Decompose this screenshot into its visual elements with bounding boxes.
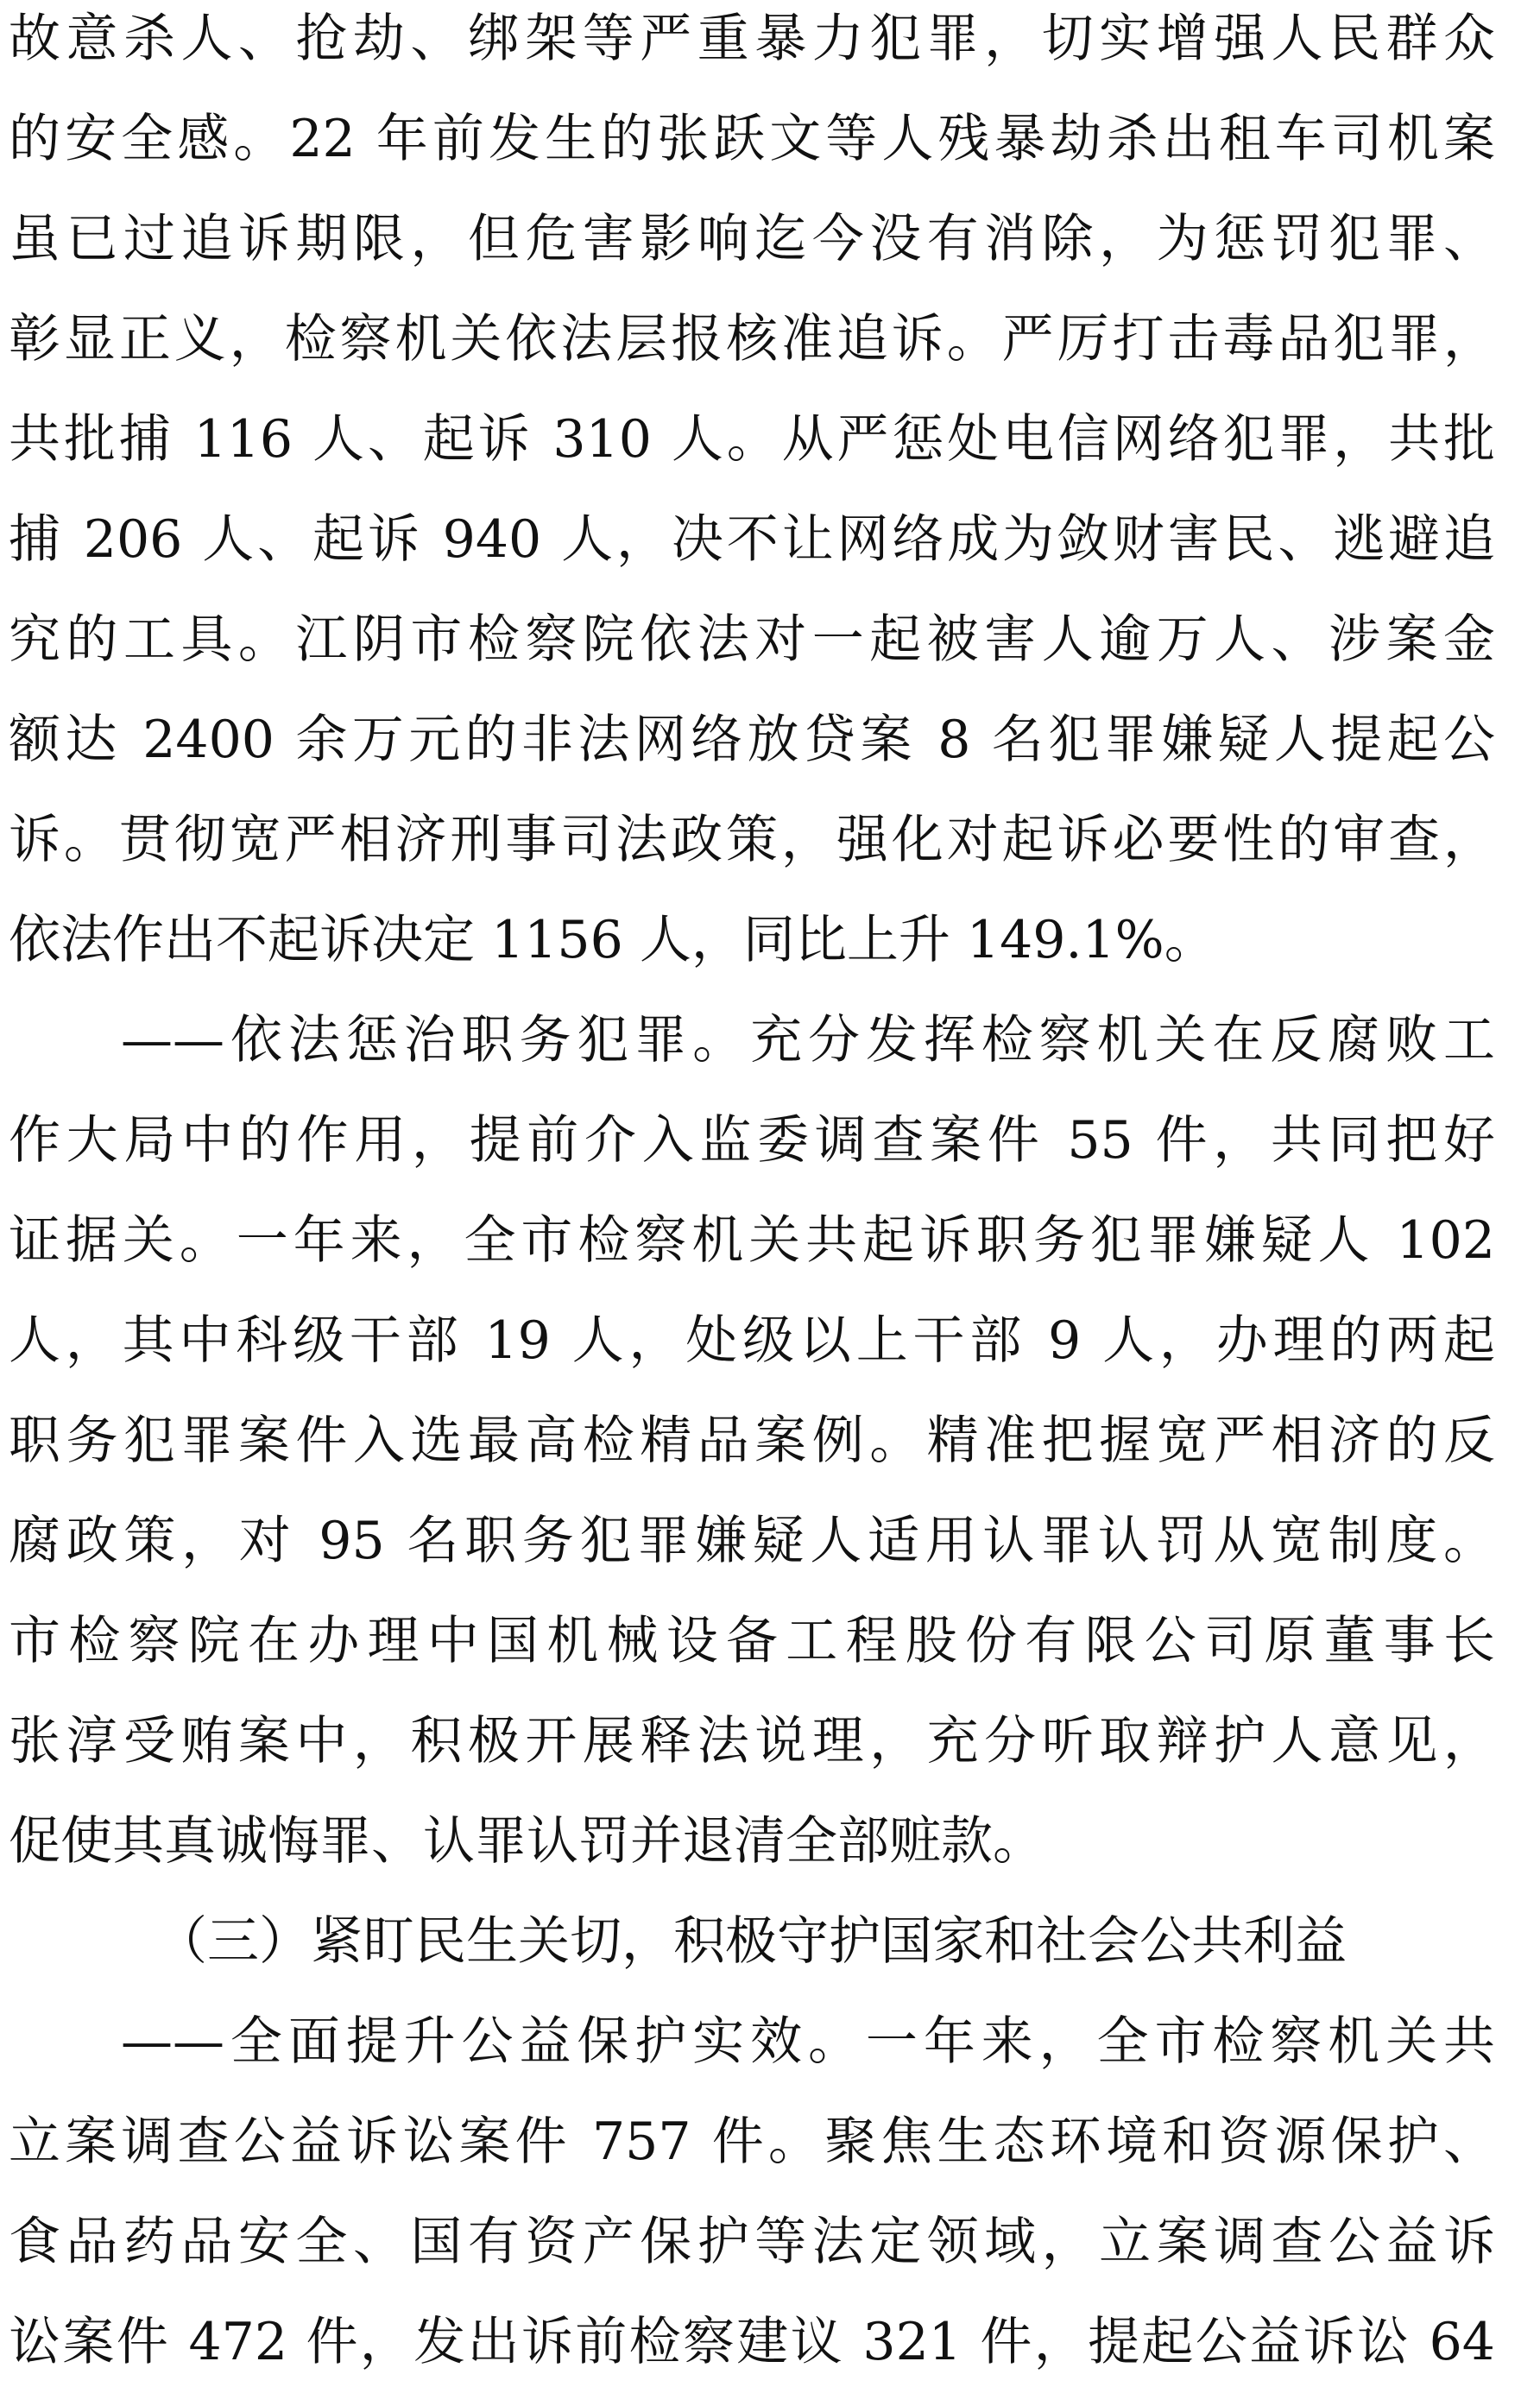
text-line: 故意杀人、抢劫、绑架等严重暴力犯罪，切实增强人民群众: [9, 9, 1495, 69]
text-line: 张淳受贿案中，积极开展释法说理，充分听取辩护人意见，: [9, 1711, 1495, 1771]
text-line: 食品药品安全、国有资产保护等法定领域，立案调查公益诉: [9, 2212, 1495, 2272]
paragraph-start-line: ——全面提升公益保护实效。一年来，全市检察机关共: [121, 2011, 1495, 2072]
text-line: 额达 2400 余万元的非法网络放贷案 8 名犯罪嫌疑人提起公: [9, 710, 1495, 770]
text-line: 市检察院在办理中国机械设备工程股份有限公司原董事长: [9, 1611, 1495, 1671]
paragraph-start-line: ——依法惩治职务犯罪。充分发挥检察机关在反腐败工: [121, 1010, 1495, 1070]
text-line: 立案调查公益诉讼案件 757 件。聚焦生态环境和资源保护、: [9, 2112, 1495, 2172]
text-line: 职务犯罪案件入选最高检精品案例。精准把握宽严相济的反: [9, 1411, 1495, 1471]
text-line: 依法作出不起诉决定 1156 人，同比上升 149.1%。: [9, 910, 1216, 970]
text-line: 促使其真诚悔罪、认罪认罚并退清全部赃款。: [9, 1811, 1045, 1872]
text-line: 彰显正义，检察机关依法层报核准追诉。严厉打击毒品犯罪，: [9, 309, 1495, 369]
text-line: 人，其中科级干部 19 人，处级以上干部 9 人，办理的两起: [9, 1310, 1495, 1371]
text-line: 究的工具。江阴市检察院依法对一起被害人逾万人、涉案金: [9, 609, 1495, 670]
text-line: 的安全感。22 年前发生的张跃文等人残暴劫杀出租车司机案: [9, 109, 1495, 169]
text-line: 共批捕 116 人、起诉 310 人。从严惩处电信网络犯罪，共批: [9, 409, 1495, 470]
text-line: 讼案件 472 件，发出诉前检察建议 321 件，提起公益诉讼 64: [9, 2312, 1495, 2372]
text-line: 诉。贯彻宽严相济刑事司法政策，强化对起诉必要性的审查，: [9, 810, 1495, 870]
section-heading: （三）紧盯民生关切，积极守护国家和社会公共利益: [155, 1911, 1347, 1972]
text-line: 作大局中的作用，提前介入监委调查案件 55 件，共同把好: [9, 1110, 1495, 1171]
text-line: 腐政策，对 95 名职务犯罪嫌疑人适用认罪认罚从宽制度。: [9, 1511, 1495, 1571]
text-line: 捕 206 人、起诉 940 人，决不让网络成为敛财害民、逃避追: [9, 509, 1495, 570]
text-line: 虽已过追诉期限，但危害影响迄今没有消除，为惩罚犯罪、: [9, 209, 1495, 269]
text-line: 证据关。一年来，全市检察机关共起诉职务犯罪嫌疑人 102: [9, 1210, 1495, 1271]
